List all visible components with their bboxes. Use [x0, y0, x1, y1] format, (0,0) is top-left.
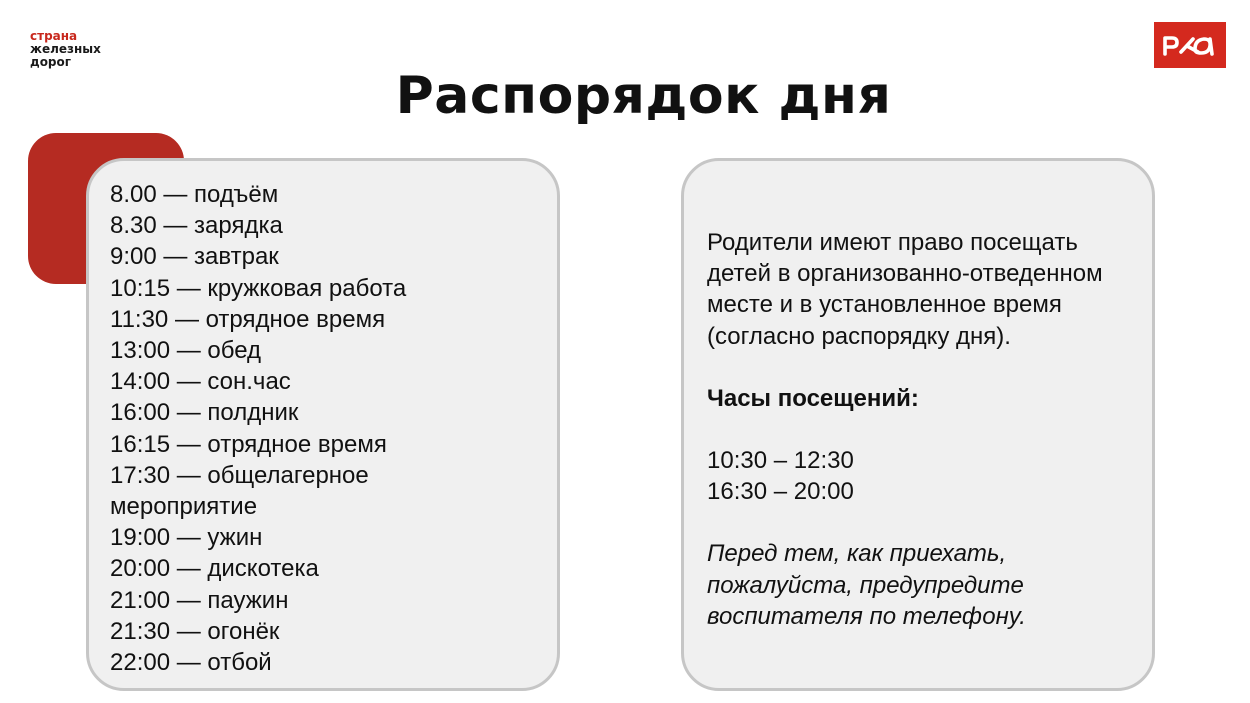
schedule-item: 9:00 — завтрак: [110, 243, 279, 271]
visiting-hours-list: [707, 445, 1134, 507]
brand-line-1: страна: [30, 29, 78, 43]
page-title: Распорядок дня: [395, 66, 892, 126]
schedule-item: 17:30 — общелагерное мероприятие: [110, 461, 369, 521]
visiting-info-card: [681, 158, 1155, 691]
schedule-item: 8.30 — зарядка: [110, 212, 283, 240]
brand-wordmark: [30, 30, 101, 69]
rzd-logo-glyph-icon: [1162, 34, 1218, 56]
schedule-item: 22:00 — отбой: [110, 649, 272, 677]
schedule-item: 13:00 — обед: [110, 337, 262, 365]
brand-line-3: дорог: [30, 55, 72, 69]
schedule-card: [86, 158, 560, 691]
visiting-hours-item: 16:30 – 20:00: [707, 478, 854, 506]
schedule-item: 16:00 — полдник: [110, 399, 299, 427]
schedule-item: 20:00 — дискотека: [110, 555, 319, 583]
schedule-item: 21:00 — паужин: [110, 586, 289, 614]
schedule-item: 16:15 — отрядное время: [110, 430, 387, 458]
schedule-item: 8.00 — подъём: [110, 181, 279, 208]
parents-rights-text: Родители имеют право посещать детей в организованно-отведенном месте и в установленное время (согласно распорядку дня).: [707, 229, 1103, 350]
rzd-logo-icon: [1154, 22, 1226, 68]
visiting-hours-item: 10:30 – 12:30: [707, 447, 854, 475]
brand-line-2: железных: [30, 42, 101, 56]
schedule-item: 14:00 — сон.час: [110, 368, 291, 396]
schedule-item: 21:30 — огонёк: [110, 617, 280, 645]
schedule-item: 19:00 — ужин: [110, 524, 263, 552]
schedule-item: 11:30 — отрядное время: [110, 305, 386, 333]
schedule-list: [110, 179, 537, 678]
schedule-item: 10:15 — кружковая работа: [110, 274, 407, 302]
contact-note: Перед тем, как приехать, пожалуйста, предупредите воспитателя по телефону.: [707, 540, 1026, 630]
visiting-hours-heading: Часы посещений:: [707, 384, 919, 412]
